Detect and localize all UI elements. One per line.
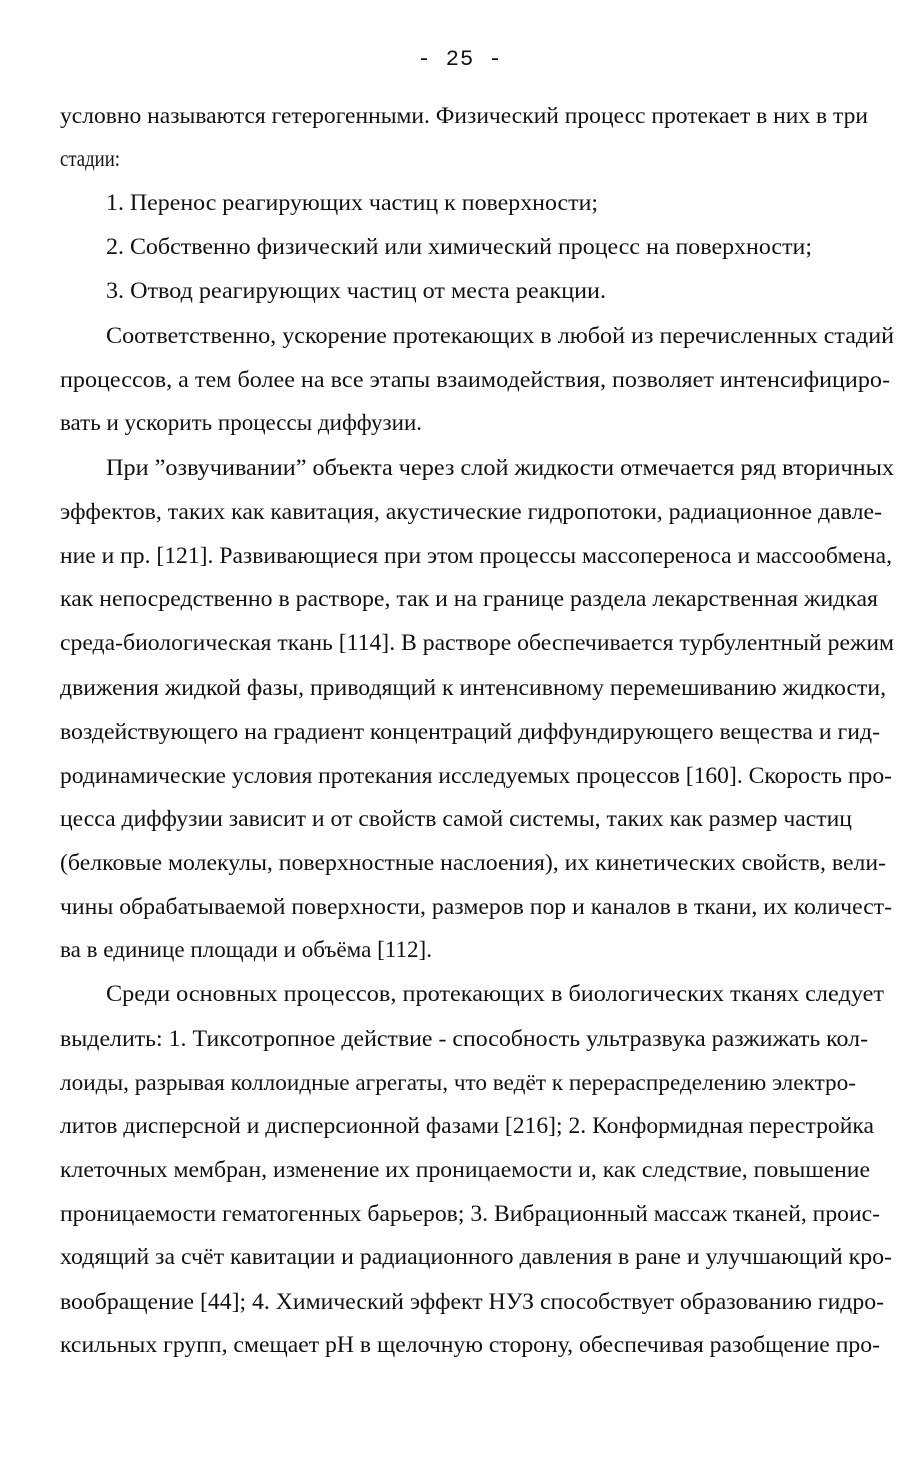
text-line: как непосредственно в растворе, так и на границе раздела лекарственная жидкая xyxy=(60,586,878,612)
text-line: литов дисперсной и дисперсионной фазами [216]; 2. Конформидная перестройка xyxy=(60,1113,874,1139)
text-line: движения жидкой фазы, приводящий к интенсивному перемешиванию жидкости, xyxy=(60,675,887,701)
text-line: чины обрабатываемой поверхности, размеров пор и каналов в ткани, их количест- xyxy=(60,894,893,920)
text-line: Соответственно, ускорение протекающих в любой из перечисленных стадий xyxy=(106,323,894,349)
list-item: 1. Перенос реагирующих частиц к поверхности; xyxy=(106,190,599,216)
text-line: вообращение [44]; 4. Химический эффект НУЗ способствует образованию гидро- xyxy=(60,1289,885,1315)
text-line: стадии: xyxy=(60,146,120,172)
text-line: проницаемости гематогенных барьеров; 3. Вибрационный массаж тканей, проис- xyxy=(60,1201,881,1227)
text-line: При ”озвучивании” объекта через слой жидкости отмечается ряд вторичных xyxy=(106,455,894,481)
text-line: Среди основных процессов, протекающих в биологических тканях следует xyxy=(106,981,885,1007)
text-line: ходящий за счёт кавитации и радиационного давления в ране и улучшающий кро- xyxy=(60,1244,892,1270)
text-line: (белковые молекулы, поверхностные наслоения), их кинетических свойств, вели- xyxy=(60,850,886,876)
text-line: ние и пр. [121]. Развивающиеся при этом процессы массопереноса и массообмена, xyxy=(60,543,893,569)
list-item: 2. Собственно физический или химический процесс на поверхности; xyxy=(106,234,813,260)
text-line: выделить: 1. Тиксотропное действие - способность ультразвука разжижать кол- xyxy=(60,1026,869,1052)
text-line: воздействующего на градиент концентраций диффундирующего вещества и гид- xyxy=(60,719,881,745)
text-line: эффектов, таких как кавитация, акустические гидропотоки, радиационное давле- xyxy=(60,499,883,525)
text-line: цесса диффузии зависит и от свойств самой системы, таких как размер частиц xyxy=(60,806,852,832)
text-line: лоиды, разрывая коллоидные агрегаты, что ведёт к перераспределению электро- xyxy=(60,1070,857,1096)
list-item: 3. Отвод реагирующих частиц от места реакции. xyxy=(106,278,606,304)
text-line: родинамические условия протекания исследуемых процессов [160]. Скорость про- xyxy=(60,763,892,789)
text-line: вать и ускорить процессы диффузии. xyxy=(60,410,423,436)
text-line: ва в единице площади и объёма [112]. xyxy=(60,937,432,963)
page-number: - 25 - xyxy=(417,47,503,72)
text-line: условно называются гетерогенными. Физический процесс протекает в них в три xyxy=(60,103,868,129)
text-line: процессов, а тем более на все этапы взаимодействия, позволяет интенсифициро- xyxy=(60,367,890,393)
text-line: ксильных групп, смещает pH в щелочную сторону, обеспечивая разобщение про- xyxy=(60,1332,880,1358)
text-line: среда-биологическая ткань [114]. В растворе обеспечивается турбулентный режим xyxy=(60,630,895,656)
text-line: клеточных мембран, изменение их проницаемости и, как следствие, повышение xyxy=(60,1157,871,1183)
